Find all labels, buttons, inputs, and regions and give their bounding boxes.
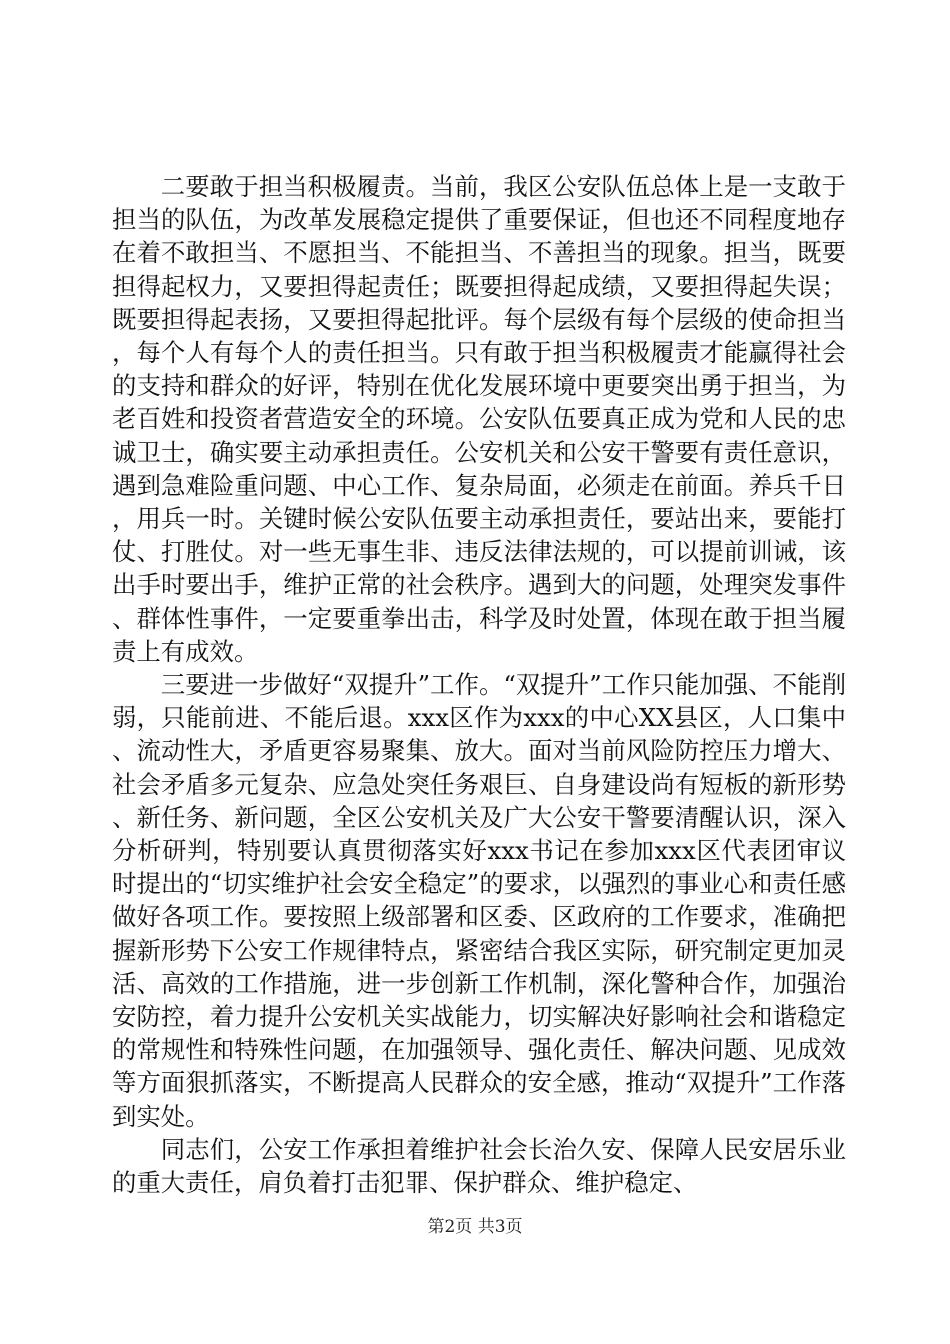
page-number-footer: 第2页 共3页	[427, 1217, 523, 1237]
document-body	[112, 170, 846, 1199]
paragraph-3-double-improvement: 三要进一步做好“双提升”工作。“双提升”工作只能加强、不能削弱，只能前进、不能后退。xxx区作为xxx的中心XX县区，人口集中、流动性大，矛盾更容易聚集、放大。面对当前风险防控压力增大、社会矛盾多元复杂、应急处突任务艰巨、自身建设尚有短板的新形势、新任务、新问题，全区公安机关及广大公安干警要清醒认识，深入分析研判，特别要认真贯彻落实好xxx书记在参加xxx区代表团审议时提出的“切实维护社会安全稳定”的要求，以强烈的事业心和责任感做好各项工作。要按照上级部署和区委、区政府的工作要求，准确把握新形势下公安工作规律特点，紧密结合我区实际，研究制定更加灵活、高效的工作措施，进一步创新工作机制，深化警种合作，加强治安防控，着力提升公安机关实战能力，切实解决好影响社会和谐稳定的常规性和特殊性问题，在加强领导、强化责任、解决问题、见成效等方面狠抓落实，不断提高人民群众的安全感，推动“双提升”工作落到实处。	[112, 670, 846, 1131]
paragraph-4-comrades: 同志们，公安工作承担着维护社会长治久安、保障人民安居乐业的重大责任，肩负着打击犯罪、保护群众、维护稳定、	[112, 1134, 846, 1198]
paragraph-2-take-responsibility: 二要敢于担当积极履责。当前，我区公安队伍总体上是一支敢于担当的队伍，为改革发展稳定提供了重要保证，但也还不同程度地存在着不敢担当、不愿担当、不能担当、不善担当的现象。担当，既要担得起权力，又要担得起责任；既要担得起成绩，又要担得起失误；既要担得起表扬，又要担得起批评。每个层级有每个层级的使命担当，每个人有每个人的责任担当。只有敢于担当积极履责才能赢得社会的支持和群众的好评，特别在优化发展环境中更要突出勇于担当，为老百姓和投资者营造安全的环境。公安队伍要真正成为党和人民的忠诚卫士，确实要主动承担责任。公安机关和公安干警要有责任意识，遇到急难险重问题、中心工作、复杂局面，必须走在前面。养兵千日，用兵一时。关键时候公安队伍要主动承担责任，要站出来，要能打仗、打胜仗。对一些无事生非、违反法律法规的，可以提前训诫，该出手时要出手，维护正常的社会秩序。遇到大的问题，处理突发事件、群体性事件，一定要重拳出击，科学及时处置，体现在敢于担当履责上有成效。	[112, 172, 846, 666]
